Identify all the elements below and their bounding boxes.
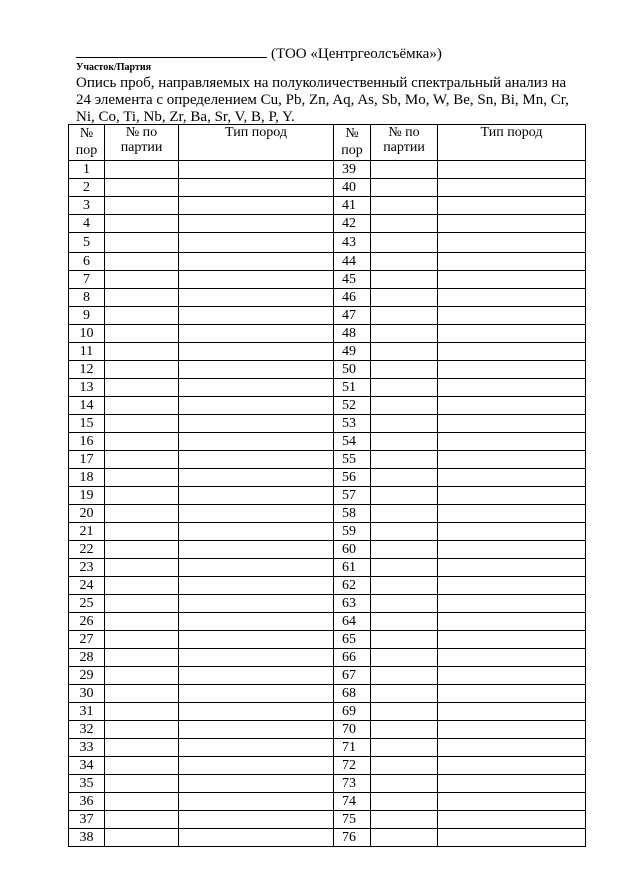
seq-number-cell: 64 — [334, 613, 371, 631]
seq-number-cell: 1 — [69, 161, 105, 179]
rock-type-cell[interactable] — [438, 397, 586, 415]
rock-type-cell[interactable] — [179, 253, 334, 271]
rock-type-cell[interactable] — [179, 179, 334, 197]
rock-type-cell[interactable] — [179, 271, 334, 289]
seq-number-cell: 40 — [334, 179, 371, 197]
table-body — [69, 161, 586, 847]
seq-number-cell: 5 — [69, 233, 105, 253]
rock-type-cell[interactable] — [179, 451, 334, 469]
rock-type-cell[interactable] — [179, 523, 334, 541]
seq-number-cell: 3 — [69, 197, 105, 215]
table-row — [69, 289, 586, 307]
party-number-cell[interactable] — [371, 253, 438, 271]
rock-type-cell[interactable] — [179, 739, 334, 757]
header-line: Тип пород — [225, 125, 287, 140]
rock-type-cell[interactable] — [438, 505, 586, 523]
description-line: Ni, Co, Ti, Nb, Zr, Ba, Sr, V, B, P, Y. — [76, 109, 295, 125]
party-number-cell[interactable] — [371, 541, 438, 559]
table-row — [69, 631, 586, 649]
rock-type-cell[interactable] — [179, 667, 334, 685]
seq-number-cell: 33 — [69, 739, 105, 757]
table-row — [69, 649, 586, 667]
seq-number-cell: 73 — [334, 775, 371, 793]
header-line: № — [79, 126, 94, 141]
seq-number-cell: 13 — [69, 379, 105, 397]
seq-number-cell: 60 — [334, 541, 371, 559]
rock-type-cell[interactable] — [179, 233, 334, 253]
rock-type-cell[interactable] — [179, 613, 334, 631]
table-row — [69, 505, 586, 523]
party-number-cell[interactable] — [105, 179, 179, 197]
party-number-cell[interactable] — [371, 197, 438, 215]
rock-type-cell[interactable] — [179, 649, 334, 667]
party-number-cell[interactable] — [105, 253, 179, 271]
party-number-cell[interactable] — [105, 307, 179, 325]
party-number-cell[interactable] — [105, 487, 179, 505]
party-number-cell[interactable] — [371, 559, 438, 577]
rock-type-cell[interactable] — [438, 649, 586, 667]
column-header-seq-right — [334, 125, 371, 161]
sample-inventory-table — [68, 124, 586, 847]
seq-number-cell: 9 — [69, 307, 105, 325]
party-number-cell[interactable] — [371, 307, 438, 325]
rock-type-cell[interactable] — [438, 253, 586, 271]
seq-number-cell: 36 — [69, 793, 105, 811]
rock-type-cell[interactable] — [179, 343, 334, 361]
party-number-cell[interactable] — [105, 613, 179, 631]
seq-number-cell: 38 — [69, 829, 105, 847]
party-number-cell[interactable] — [105, 197, 179, 215]
seq-number-cell: 31 — [69, 703, 105, 721]
table-row — [69, 595, 586, 613]
rock-type-cell[interactable] — [438, 703, 586, 721]
seq-number-cell: 76 — [334, 829, 371, 847]
seq-number-cell: 61 — [334, 559, 371, 577]
rock-type-cell[interactable] — [438, 361, 586, 379]
rock-type-cell[interactable] — [438, 523, 586, 541]
party-number-cell[interactable] — [105, 685, 179, 703]
party-number-cell[interactable] — [105, 523, 179, 541]
party-number-cell[interactable] — [105, 703, 179, 721]
seq-number-cell: 7 — [69, 271, 105, 289]
rock-type-cell[interactable] — [438, 233, 586, 253]
rock-type-cell[interactable] — [438, 757, 586, 775]
table-row — [69, 577, 586, 595]
rock-type-cell[interactable] — [438, 379, 586, 397]
table-row — [69, 469, 586, 487]
party-number-cell[interactable] — [105, 649, 179, 667]
party-number-cell[interactable] — [371, 325, 438, 343]
party-number-cell[interactable] — [105, 631, 179, 649]
seq-number-cell: 49 — [334, 343, 371, 361]
seq-number-cell: 47 — [334, 307, 371, 325]
party-number-cell[interactable] — [371, 757, 438, 775]
seq-number-cell: 29 — [69, 667, 105, 685]
party-number-cell[interactable] — [371, 469, 438, 487]
rock-type-cell[interactable] — [438, 289, 586, 307]
party-number-cell[interactable] — [105, 361, 179, 379]
rock-type-cell[interactable] — [438, 469, 586, 487]
table-row — [69, 433, 586, 451]
header-line: Тип пород — [480, 125, 543, 140]
table-row — [69, 361, 586, 379]
seq-number-cell: 59 — [334, 523, 371, 541]
inventory-description — [76, 75, 576, 126]
site-party-label: Участок/Партия — [76, 62, 152, 73]
party-number-cell[interactable] — [105, 289, 179, 307]
seq-number-cell: 12 — [69, 361, 105, 379]
party-number-cell[interactable] — [105, 541, 179, 559]
table-row — [69, 233, 586, 253]
table-row — [69, 197, 586, 215]
seq-number-cell: 52 — [334, 397, 371, 415]
seq-number-cell: 74 — [334, 793, 371, 811]
seq-number-cell: 41 — [334, 197, 371, 215]
table-row — [69, 739, 586, 757]
table-row — [69, 415, 586, 433]
rock-type-cell[interactable] — [438, 595, 586, 613]
table-row — [69, 215, 586, 233]
rock-type-cell[interactable] — [179, 685, 334, 703]
party-number-cell[interactable] — [371, 685, 438, 703]
table-row — [69, 397, 586, 415]
party-number-cell[interactable] — [105, 595, 179, 613]
seq-number-cell: 28 — [69, 649, 105, 667]
party-number-cell[interactable] — [371, 595, 438, 613]
seq-number-cell: 6 — [69, 253, 105, 271]
header-line: пор — [75, 143, 98, 158]
party-number-cell[interactable] — [105, 775, 179, 793]
column-header-rock-type-left — [179, 125, 334, 161]
party-number-cell[interactable] — [371, 829, 438, 847]
seq-number-cell: 62 — [334, 577, 371, 595]
seq-number-cell: 70 — [334, 721, 371, 739]
seq-number-cell: 46 — [334, 289, 371, 307]
party-number-cell[interactable] — [105, 343, 179, 361]
party-number-cell[interactable] — [371, 613, 438, 631]
rock-type-cell[interactable] — [179, 161, 334, 179]
header-line: № по — [125, 125, 158, 140]
rock-type-cell[interactable] — [438, 541, 586, 559]
column-header-rock-type-right — [438, 125, 586, 161]
header-line: пор — [341, 143, 363, 158]
seq-number-cell: 22 — [69, 541, 105, 559]
party-number-cell[interactable] — [105, 559, 179, 577]
rock-type-cell[interactable] — [438, 487, 586, 505]
rock-type-cell[interactable] — [438, 811, 586, 829]
table-row — [69, 343, 586, 361]
seq-number-cell: 42 — [334, 215, 371, 233]
table-row — [69, 161, 586, 179]
seq-number-cell: 26 — [69, 613, 105, 631]
party-number-cell[interactable] — [105, 469, 179, 487]
table-row — [69, 451, 586, 469]
rock-type-cell[interactable] — [179, 703, 334, 721]
party-number-cell[interactable] — [105, 793, 179, 811]
party-number-cell[interactable] — [371, 775, 438, 793]
table-row — [69, 541, 586, 559]
table-row — [69, 559, 586, 577]
seq-number-cell: 30 — [69, 685, 105, 703]
party-number-cell[interactable] — [371, 397, 438, 415]
party-number-cell[interactable] — [371, 433, 438, 451]
table-row — [69, 757, 586, 775]
table-row — [69, 685, 586, 703]
table-row — [69, 271, 586, 289]
party-number-cell[interactable] — [105, 757, 179, 775]
description-line: Опись проб, направляемых на полуколичественный спектральный анализ на — [76, 75, 567, 91]
rock-type-cell[interactable] — [438, 161, 586, 179]
site-blank-line — [76, 43, 267, 58]
seq-number-cell: 72 — [334, 757, 371, 775]
seq-number-cell: 21 — [69, 523, 105, 541]
party-number-cell[interactable] — [105, 215, 179, 233]
party-number-cell[interactable] — [105, 739, 179, 757]
party-number-cell[interactable] — [371, 179, 438, 197]
rock-type-cell[interactable] — [438, 197, 586, 215]
seq-number-cell: 75 — [334, 811, 371, 829]
party-number-cell[interactable] — [105, 325, 179, 343]
table-row — [69, 523, 586, 541]
party-number-cell[interactable] — [371, 271, 438, 289]
table-row — [69, 379, 586, 397]
party-number-cell[interactable] — [371, 289, 438, 307]
seq-number-cell: 15 — [69, 415, 105, 433]
rock-type-cell[interactable] — [179, 595, 334, 613]
rock-type-cell[interactable] — [179, 361, 334, 379]
column-header-party-number-right — [371, 125, 438, 161]
party-number-cell[interactable] — [371, 721, 438, 739]
seq-number-cell: 45 — [334, 271, 371, 289]
seq-number-cell: 18 — [69, 469, 105, 487]
rock-type-cell[interactable] — [438, 325, 586, 343]
party-number-cell[interactable] — [371, 667, 438, 685]
seq-number-cell: 4 — [69, 215, 105, 233]
party-number-cell[interactable] — [371, 161, 438, 179]
rock-type-cell[interactable] — [179, 757, 334, 775]
organization-name: (ТОО «Центргеолсъёмка») — [271, 46, 442, 62]
rock-type-cell[interactable] — [438, 433, 586, 451]
rock-type-cell[interactable] — [438, 215, 586, 233]
rock-type-cell[interactable] — [179, 487, 334, 505]
party-number-cell[interactable] — [371, 505, 438, 523]
party-number-cell[interactable] — [371, 361, 438, 379]
rock-type-cell[interactable] — [438, 721, 586, 739]
rock-type-cell[interactable] — [179, 215, 334, 233]
seq-number-cell: 57 — [334, 487, 371, 505]
seq-number-cell: 35 — [69, 775, 105, 793]
rock-type-cell[interactable] — [438, 271, 586, 289]
seq-number-cell: 39 — [334, 161, 371, 179]
seq-number-cell: 32 — [69, 721, 105, 739]
party-number-cell[interactable] — [105, 233, 179, 253]
rock-type-cell[interactable] — [438, 739, 586, 757]
rock-type-cell[interactable] — [179, 397, 334, 415]
table-row — [69, 703, 586, 721]
party-number-cell[interactable] — [105, 811, 179, 829]
header-line: № по — [388, 125, 420, 140]
table-row — [69, 667, 586, 685]
party-number-cell[interactable] — [371, 811, 438, 829]
seq-number-cell: 63 — [334, 595, 371, 613]
description-line: 24 элемента с определением Cu, Pb, Zn, Aq, As, Sb, Mo, W, Be, Sn, Bi, Mn, Cr, — [76, 92, 569, 108]
rock-type-cell[interactable] — [179, 577, 334, 595]
party-number-cell[interactable] — [371, 379, 438, 397]
party-number-cell[interactable] — [105, 829, 179, 847]
table-row — [69, 793, 586, 811]
party-number-cell[interactable] — [105, 667, 179, 685]
rock-type-cell[interactable] — [438, 793, 586, 811]
seq-number-cell: 53 — [334, 415, 371, 433]
party-number-cell[interactable] — [371, 703, 438, 721]
seq-number-cell: 55 — [334, 451, 371, 469]
party-number-cell[interactable] — [371, 233, 438, 253]
party-number-cell[interactable] — [105, 397, 179, 415]
seq-number-cell: 69 — [334, 703, 371, 721]
header-line: № — [345, 126, 359, 141]
party-number-cell[interactable] — [105, 415, 179, 433]
seq-number-cell: 67 — [334, 667, 371, 685]
table-row — [69, 613, 586, 631]
column-header-seq-left — [69, 125, 105, 161]
rock-type-cell[interactable] — [179, 415, 334, 433]
rock-type-cell[interactable] — [438, 685, 586, 703]
seq-number-cell: 24 — [69, 577, 105, 595]
rock-type-cell[interactable] — [438, 577, 586, 595]
rock-type-cell[interactable] — [179, 505, 334, 523]
rock-type-cell[interactable] — [179, 325, 334, 343]
seq-number-cell: 37 — [69, 811, 105, 829]
rock-type-cell[interactable] — [179, 307, 334, 325]
seq-number-cell: 48 — [334, 325, 371, 343]
rock-type-cell[interactable] — [179, 289, 334, 307]
rock-type-cell[interactable] — [179, 811, 334, 829]
seq-number-cell: 56 — [334, 469, 371, 487]
seq-number-cell: 19 — [69, 487, 105, 505]
party-number-cell[interactable] — [371, 631, 438, 649]
rock-type-cell[interactable] — [438, 613, 586, 631]
party-number-cell[interactable] — [105, 451, 179, 469]
party-number-cell[interactable] — [371, 451, 438, 469]
table-row — [69, 829, 586, 847]
rock-type-cell[interactable] — [179, 559, 334, 577]
party-number-cell[interactable] — [371, 415, 438, 433]
party-number-cell[interactable] — [105, 433, 179, 451]
party-number-cell[interactable] — [105, 161, 179, 179]
seq-number-cell: 58 — [334, 505, 371, 523]
table-row — [69, 811, 586, 829]
seq-number-cell: 50 — [334, 361, 371, 379]
seq-number-cell: 65 — [334, 631, 371, 649]
table-header-row — [69, 125, 586, 161]
party-number-cell[interactable] — [105, 271, 179, 289]
seq-number-cell: 11 — [69, 343, 105, 361]
rock-type-cell[interactable] — [438, 307, 586, 325]
rock-type-cell[interactable] — [438, 415, 586, 433]
rock-type-cell[interactable] — [179, 541, 334, 559]
seq-number-cell: 25 — [69, 595, 105, 613]
party-number-cell[interactable] — [371, 343, 438, 361]
header-line: партии — [383, 140, 425, 155]
seq-number-cell: 51 — [334, 379, 371, 397]
rock-type-cell[interactable] — [179, 379, 334, 397]
seq-number-cell: 20 — [69, 505, 105, 523]
party-number-cell[interactable] — [371, 487, 438, 505]
rock-type-cell[interactable] — [438, 829, 586, 847]
table-row — [69, 487, 586, 505]
rock-type-cell[interactable] — [438, 343, 586, 361]
party-number-cell[interactable] — [371, 523, 438, 541]
seq-number-cell: 44 — [334, 253, 371, 271]
seq-number-cell: 10 — [69, 325, 105, 343]
seq-number-cell: 43 — [334, 233, 371, 253]
rock-type-cell[interactable] — [438, 775, 586, 793]
table-row — [69, 721, 586, 739]
rock-type-cell[interactable] — [179, 469, 334, 487]
seq-number-cell: 2 — [69, 179, 105, 197]
party-number-cell[interactable] — [371, 577, 438, 595]
rock-type-cell[interactable] — [179, 793, 334, 811]
party-number-cell[interactable] — [105, 379, 179, 397]
seq-number-cell: 14 — [69, 397, 105, 415]
seq-number-cell: 23 — [69, 559, 105, 577]
party-number-cell[interactable] — [105, 505, 179, 523]
party-number-cell[interactable] — [371, 739, 438, 757]
table-row — [69, 307, 586, 325]
rock-type-cell[interactable] — [179, 197, 334, 215]
table-row — [69, 325, 586, 343]
seq-number-cell: 68 — [334, 685, 371, 703]
seq-number-cell: 17 — [69, 451, 105, 469]
column-header-party-number-left — [105, 125, 179, 161]
seq-number-cell: 34 — [69, 757, 105, 775]
seq-number-cell: 16 — [69, 433, 105, 451]
seq-number-cell: 8 — [69, 289, 105, 307]
rock-type-cell[interactable] — [179, 829, 334, 847]
table-row — [69, 253, 586, 271]
seq-number-cell: 27 — [69, 631, 105, 649]
party-number-cell[interactable] — [371, 793, 438, 811]
rock-type-cell[interactable] — [438, 667, 586, 685]
organization-line — [76, 43, 442, 63]
rock-type-cell[interactable] — [438, 631, 586, 649]
rock-type-cell[interactable] — [179, 433, 334, 451]
seq-number-cell: 54 — [334, 433, 371, 451]
rock-type-cell[interactable] — [179, 631, 334, 649]
table-row — [69, 775, 586, 793]
seq-number-cell: 66 — [334, 649, 371, 667]
party-number-cell[interactable] — [105, 577, 179, 595]
rock-type-cell[interactable] — [438, 179, 586, 197]
party-number-cell[interactable] — [371, 649, 438, 667]
rock-type-cell[interactable] — [179, 775, 334, 793]
header-line: партии — [120, 140, 163, 155]
party-number-cell[interactable] — [105, 721, 179, 739]
rock-type-cell[interactable] — [438, 559, 586, 577]
seq-number-cell: 71 — [334, 739, 371, 757]
rock-type-cell[interactable] — [179, 721, 334, 739]
rock-type-cell[interactable] — [438, 451, 586, 469]
table-row — [69, 179, 586, 197]
party-number-cell[interactable] — [371, 215, 438, 233]
